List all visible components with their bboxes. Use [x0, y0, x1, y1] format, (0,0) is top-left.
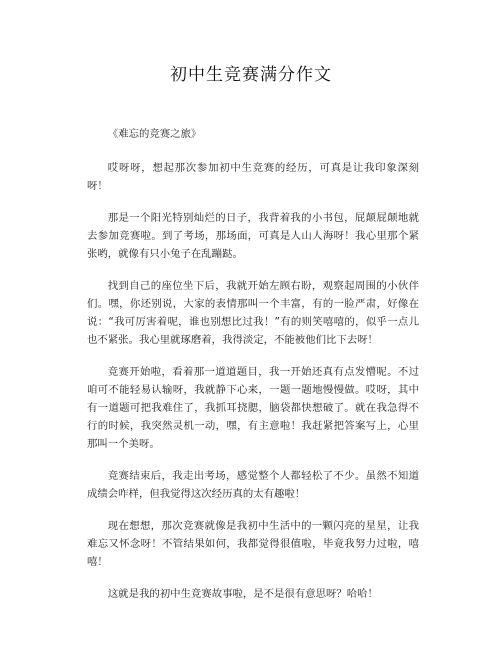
essay-subtitle: 《难忘的竞赛之旅》: [107, 128, 202, 140]
paragraph: 那是一个阳光特别灿烂的日子，我背着我的小书包，屁颠屁颠地就去参加竞赛啦。到了考场，那场面，可真是人山人海呀！我心里那个紧张哟，就像有只小兔子在乱蹦跶。: [87, 212, 419, 260]
paragraph: 找到自己的座位坐下后，我就开始左顾右盼，观察起周围的小伙伴们。嘿，你还别说，大家的表情那叫一个丰富，有的一脸严肃，好像在说：“我可厉害着呢，谁也别想比过我！”有的则笑嘻嘻的，似乎一点儿也不紧张。我心里就琢磨着，我得淡定，不能被他们比下去呀！: [87, 280, 419, 346]
paragraph: 哎呀呀，想起那次参加初中生竞赛的经历，可真是让我印象深刻呀！: [87, 162, 419, 192]
paragraph: 这就是我的初中生竞赛故事啦，是不是很有意思呀？哈哈！: [107, 588, 378, 600]
document-title: 初中生竞赛满分作文: [170, 65, 332, 85]
paragraph: 竞赛结束后，我走出考场，感觉整个人都轻松了不少。虽然不知道成绩会咋样，但我觉得这次经历真的太有趣啦！: [87, 470, 419, 500]
document-body: [87, 125, 419, 617]
paragraph: 现在想想，那次竞赛就像是我初中生活中的一颗闪亮的星星，让我难忘又怀念呀！不管结果如何，我都觉得很值啦，毕竟我努力过啦，嘻嘻！: [87, 520, 419, 568]
paragraph: 竞赛开始啦，看着那一道道题目，我一开始还真有点发懵呢。不过咱可不能轻易认输呀，我就静下心来，一题一题地慢慢做。哎呀，其中有一道题可把我难住了，我抓耳挠腮，脑袋都快想破了。就在我急得不行的时候，我突然灵机一动，嘿，有主意啦！我赶紧把答案写上，心里那叫一个美呀。: [87, 366, 419, 450]
